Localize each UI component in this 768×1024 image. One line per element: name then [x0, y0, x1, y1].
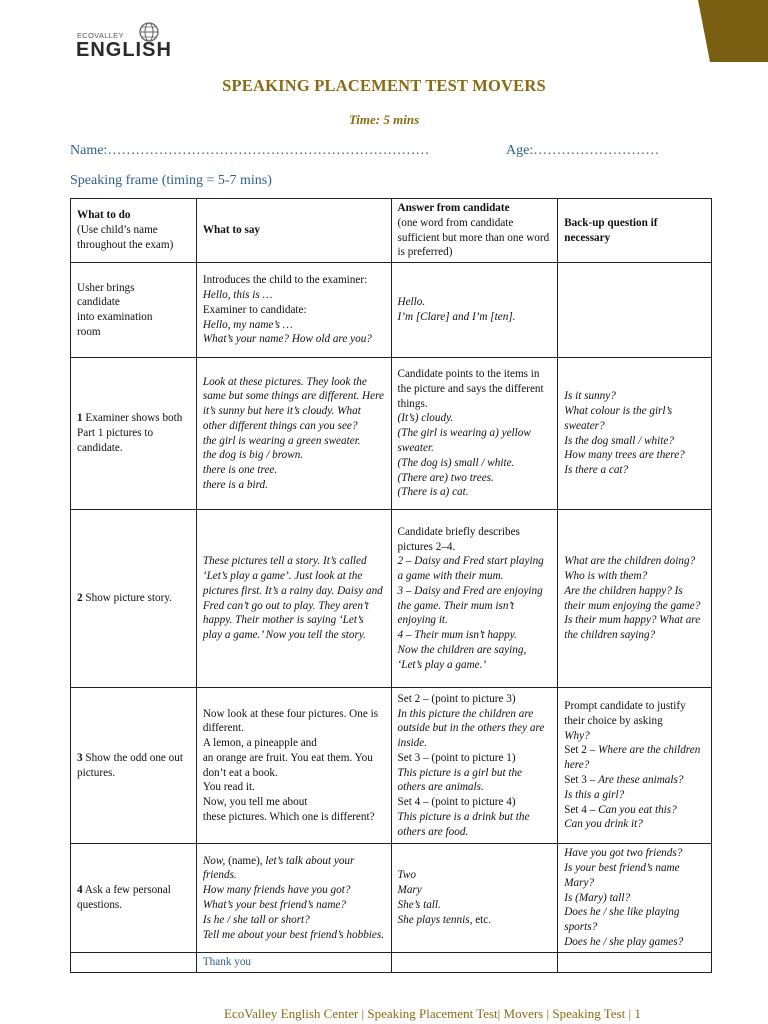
row3-set3-answer: This picture is a girl but the others are animals. — [397, 766, 523, 794]
row0-say-italic: Hello, this is … — [202, 288, 273, 301]
row2-answer-italic: 2 – Daisy and Fred start playing a game with their mum. 3 – Daisy and Fred are enjoying the game. Their mum isn’t enjoying it. 4 – Their mum isn’t happy. Now the children are saying, ‘Let’s play a game.’ — [397, 555, 544, 671]
logo-small-text: ECOVALLEY — [77, 31, 124, 40]
row2-answer — [391, 510, 558, 688]
row3-backup-text: Prompt candidate to justify their choice by asking — [564, 700, 686, 727]
row4-answer-italic: Two Mary She’s tall. She plays tennis, — [397, 869, 473, 926]
row1-backup: Is it sunny? What colour is the girl’s sweater? Is the dog small / white? How many trees are there? Is there a cat? — [558, 358, 712, 510]
row3-backup-set2: Set 2 – — [564, 744, 599, 757]
time-label: Time: 5 mins — [348, 112, 420, 127]
row4-say-b: (name), — [228, 854, 266, 867]
row2-answer-text: Candidate briefly describes pictures 2–4. — [397, 525, 520, 553]
row3-backup — [558, 688, 712, 844]
corner-decoration — [698, 0, 768, 62]
row3-backup-set3-q: Are these animals? Is this a girl? — [564, 774, 684, 801]
row4-backup: Have you got two friends? Is your best friend’s name Mary? Is (Mary) tall? Does he / she like playing sports? Does he / she play games? — [558, 844, 712, 953]
row3-what-to-do — [71, 688, 197, 844]
row2-what-to-say: These pictures tell a story. It’s called ‘Let’s play a game’. Just look at the pictures first. It’s a rainy day. Daisy and Fred can’t go out to play. They aren’t happy. Their mother is saying ‘Let’s play a game.’ Now you tell the story. — [196, 510, 391, 688]
row2-what-text: Show picture story. — [82, 592, 172, 605]
header-what-to-say: What to say — [196, 199, 391, 263]
row3-set3-label: Set 3 – (point to picture 1) — [397, 751, 516, 764]
row5-empty-4 — [558, 952, 712, 972]
page-footer: EcoValley English Center | Speaking Placement Test| Movers | Speaking Test | 1 — [224, 1006, 641, 1021]
table-row — [71, 688, 712, 844]
table-row — [71, 844, 712, 953]
row0-what-to-say — [196, 263, 391, 358]
row3-set4-answer: This picture is a drink but the others are food. — [397, 811, 530, 838]
row1-number: 1 — [77, 412, 83, 425]
table-row — [71, 263, 712, 358]
row1-what-to-say: Look at these pictures. They look the same but some things are different. Here it’s sunny but here it’s cloudy. What other different things can you see? the girl is wearing a green sweater. the dog is big / brown. there is one tree. there is a bird. — [196, 358, 391, 510]
row1-answer-text: Candidate points to the items in the picture and says the different things. — [397, 368, 544, 410]
thank-you-text: Thank you — [196, 952, 391, 972]
speaking-frame-label: Speaking frame (timing = 5-7 mins) — [70, 173, 272, 188]
row5-empty-1 — [71, 952, 197, 972]
row4-answer-etc: etc. — [475, 913, 492, 926]
header-answer — [391, 199, 558, 263]
row3-set2-answer: In this picture the children are outside but in the others they are inside. — [397, 707, 545, 750]
row1-what-text: Examiner shows both Part 1 pictures to candidate. — [77, 412, 183, 455]
row4-answer — [391, 844, 558, 953]
name-field-line: Name:…………………………………………………………… — [70, 143, 430, 158]
row0-what-to-do: Usher brings candidate into examination room — [71, 263, 197, 358]
table-row — [71, 952, 712, 972]
row5-empty-3 — [391, 952, 558, 972]
row3-answer — [391, 688, 558, 844]
row2-backup: What are the children doing? Who is with them? Are the children happy? Is their mum enjoying the game? Is their mum happy? What are the children saying? — [558, 510, 712, 688]
row0-backup — [558, 263, 712, 358]
row0-say-text2: Examiner to candidate: — [202, 303, 307, 316]
row1-answer — [391, 358, 558, 510]
row3-backup-set3: Set 3 – — [564, 774, 599, 787]
row0-say-text: Introduces the child to the examiner: — [202, 274, 368, 287]
row4-what-to-say — [196, 844, 391, 953]
row2-number: 2 — [77, 592, 83, 605]
header-answer-title: Answer from candidate — [397, 202, 510, 214]
header-what-to-do-title: What to do — [77, 209, 131, 222]
page-title: SPEAKING PLACEMENT TEST MOVERS — [222, 76, 546, 95]
logo — [76, 21, 172, 63]
row3-backup-set4: Set 4 – — [564, 803, 599, 816]
row3-number: 3 — [77, 751, 83, 764]
row4-number: 4 — [77, 884, 83, 897]
row3-what-to-say: Now look at these four pictures. One is different. A lemon, a pineapple and an orange are fruit. You eat them. You don’t eat a book. You read it. Now, you tell me about these pictures. Which one is different? — [196, 688, 391, 844]
table-row — [71, 510, 712, 688]
row4-what-text: Ask a few personal questions. — [77, 884, 171, 911]
row4-say-c: let’s talk about your friends. How many friends have you got? What’s your best friend’s name? Is he / she tall or short? Tell me about your best friend’s hobbies. — [202, 854, 385, 941]
age-field-line: Age:……………………… — [506, 143, 660, 158]
row2-what-to-do — [71, 510, 197, 688]
row1-what-to-do — [71, 358, 197, 510]
speaking-frame-table — [70, 198, 712, 973]
row4-say-a: Now, — [202, 854, 229, 867]
row3-backup-set4-q: Can you eat this? Can you drink it? — [564, 803, 677, 831]
header-answer-sub: (one word from candidate sufficient but more than one word is preferred) — [397, 216, 550, 259]
row3-set2-label: Set 2 – (point to picture 3) — [397, 692, 516, 705]
row3-backup-set2-q: Where are the children here? — [564, 744, 701, 772]
header-what-to-do — [71, 199, 197, 263]
row3-what-text: Show the odd one out pictures. — [77, 751, 183, 779]
header-backup: Back-up question if necessary — [558, 199, 712, 263]
table-row — [71, 358, 712, 510]
row0-say-italic2: Hello, my name’s … What’s your name? How old are you? — [202, 318, 372, 346]
row1-answer-italic: (It’s) cloudy. (The girl is wearing a) yellow sweater. (The dog is) small / white. (There are) two trees. (There is a) cat. — [397, 412, 531, 499]
row3-set4-label: Set 4 – (point to picture 4) — [397, 796, 516, 809]
row3-backup-why: Why? — [564, 729, 590, 742]
header-what-to-do-sub: (Use child’s name throughout the exam) — [77, 224, 174, 251]
table-header-row — [71, 199, 712, 263]
row4-what-to-do — [71, 844, 197, 953]
logo-big-text: ENGLISH — [76, 39, 172, 61]
row0-answer: Hello. I’m [Clare] and I’m [ten]. — [391, 263, 558, 358]
